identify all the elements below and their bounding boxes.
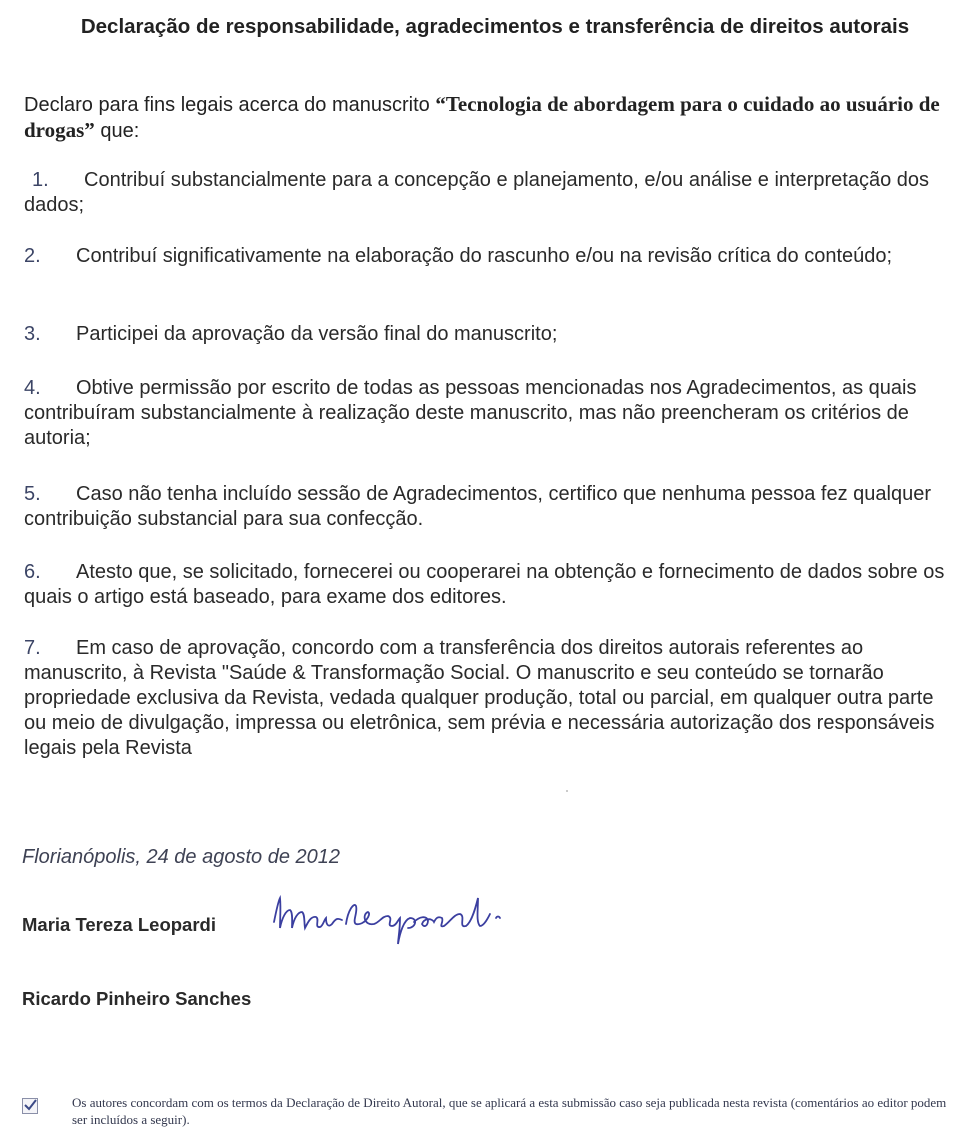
item-number: 7. (24, 637, 41, 659)
item-number: 4. (24, 377, 41, 399)
item-number: 5. (24, 483, 41, 505)
manuscript-title: “Tecnologia de abordagem para o cuidado ao usuário de drogas” (24, 92, 940, 142)
author-name-2: Ricardo Pinheiro Sanches (22, 988, 252, 1009)
scan-speck (566, 790, 568, 792)
declaration-item-5 (24, 482, 959, 532)
intro-prefix: Declaro para fins legais acerca do manuscrito (24, 94, 436, 116)
declaration-item-2 (24, 244, 959, 269)
document-title: Declaração de responsabilidade, agradecimentos e transferência de direitos autorais (80, 15, 910, 38)
agreement-checkbox[interactable] (22, 1098, 38, 1114)
place-and-date: Florianópolis, 24 de agosto de 2012 (22, 846, 341, 868)
intro-paragraph (24, 92, 964, 144)
item-text: Obtive permissão por escrito de todas as pessoas mencionadas nos Agradecimentos, as quais contribuíram substancialmente à realização deste manuscrito, mas não preencheram os critérios de autoria; (24, 377, 917, 449)
item-text: Em caso de aprovação, concordo com a transferência dos direitos autorais referentes ao manuscrito, à Revista "Saúde & Transformação Social. O manuscrito e seu conteúdo se tornarão propriedade exclusiva da Revista, vedada qualquer produção, total ou parcial, em qualquer outra parte ou meio de divulgação, impressa ou eletrônica, sem prévia e necessária autorização dos responsáveis legais pela Revista (24, 637, 935, 759)
item-number: 2. (24, 245, 41, 267)
item-text: Contribuí substancialmente para a concepção e planejamento, e/ou análise e interpretação dos dados; (24, 169, 929, 216)
checkmark-icon (23, 1097, 39, 1113)
declaration-item-3 (24, 322, 959, 347)
item-text: Caso não tenha incluído sessão de Agradecimentos, certifico que nenhuma pessoa fez qualquer contribuição substancial para sua confecção. (24, 483, 931, 530)
item-number: 6. (24, 561, 41, 583)
item-number: 3. (24, 323, 41, 345)
declaration-item-4 (24, 376, 959, 451)
declaration-item-1 (24, 168, 959, 218)
declaration-item-6 (24, 560, 959, 610)
item-number: 1. (32, 169, 49, 191)
author-name-1: Maria Tereza Leopardi (22, 914, 216, 935)
item-text: Atesto que, se solicitado, fornecerei ou cooperarei na obtenção e fornecimento de dados sobre os quais o artigo está baseado, para exame dos editores. (24, 561, 945, 608)
agreement-text: Os autores concordam com os termos da Declaração de Direito Autoral, que se aplicará a esta submissão caso seja publicada nesta revista (comentários ao editor podem ser incluídos a seguir). (72, 1095, 947, 1127)
item-text: Participei da aprovação da versão final do manuscrito; (76, 323, 558, 345)
intro-suffix: que: (94, 120, 140, 142)
item-text: Contribuí significativamente na elaboração do rascunho e/ou na revisão crítica do conteúdo; (76, 245, 893, 267)
declaration-item-7 (24, 636, 959, 761)
agreement-footer (20, 1094, 960, 1134)
handwritten-signature (268, 888, 538, 948)
